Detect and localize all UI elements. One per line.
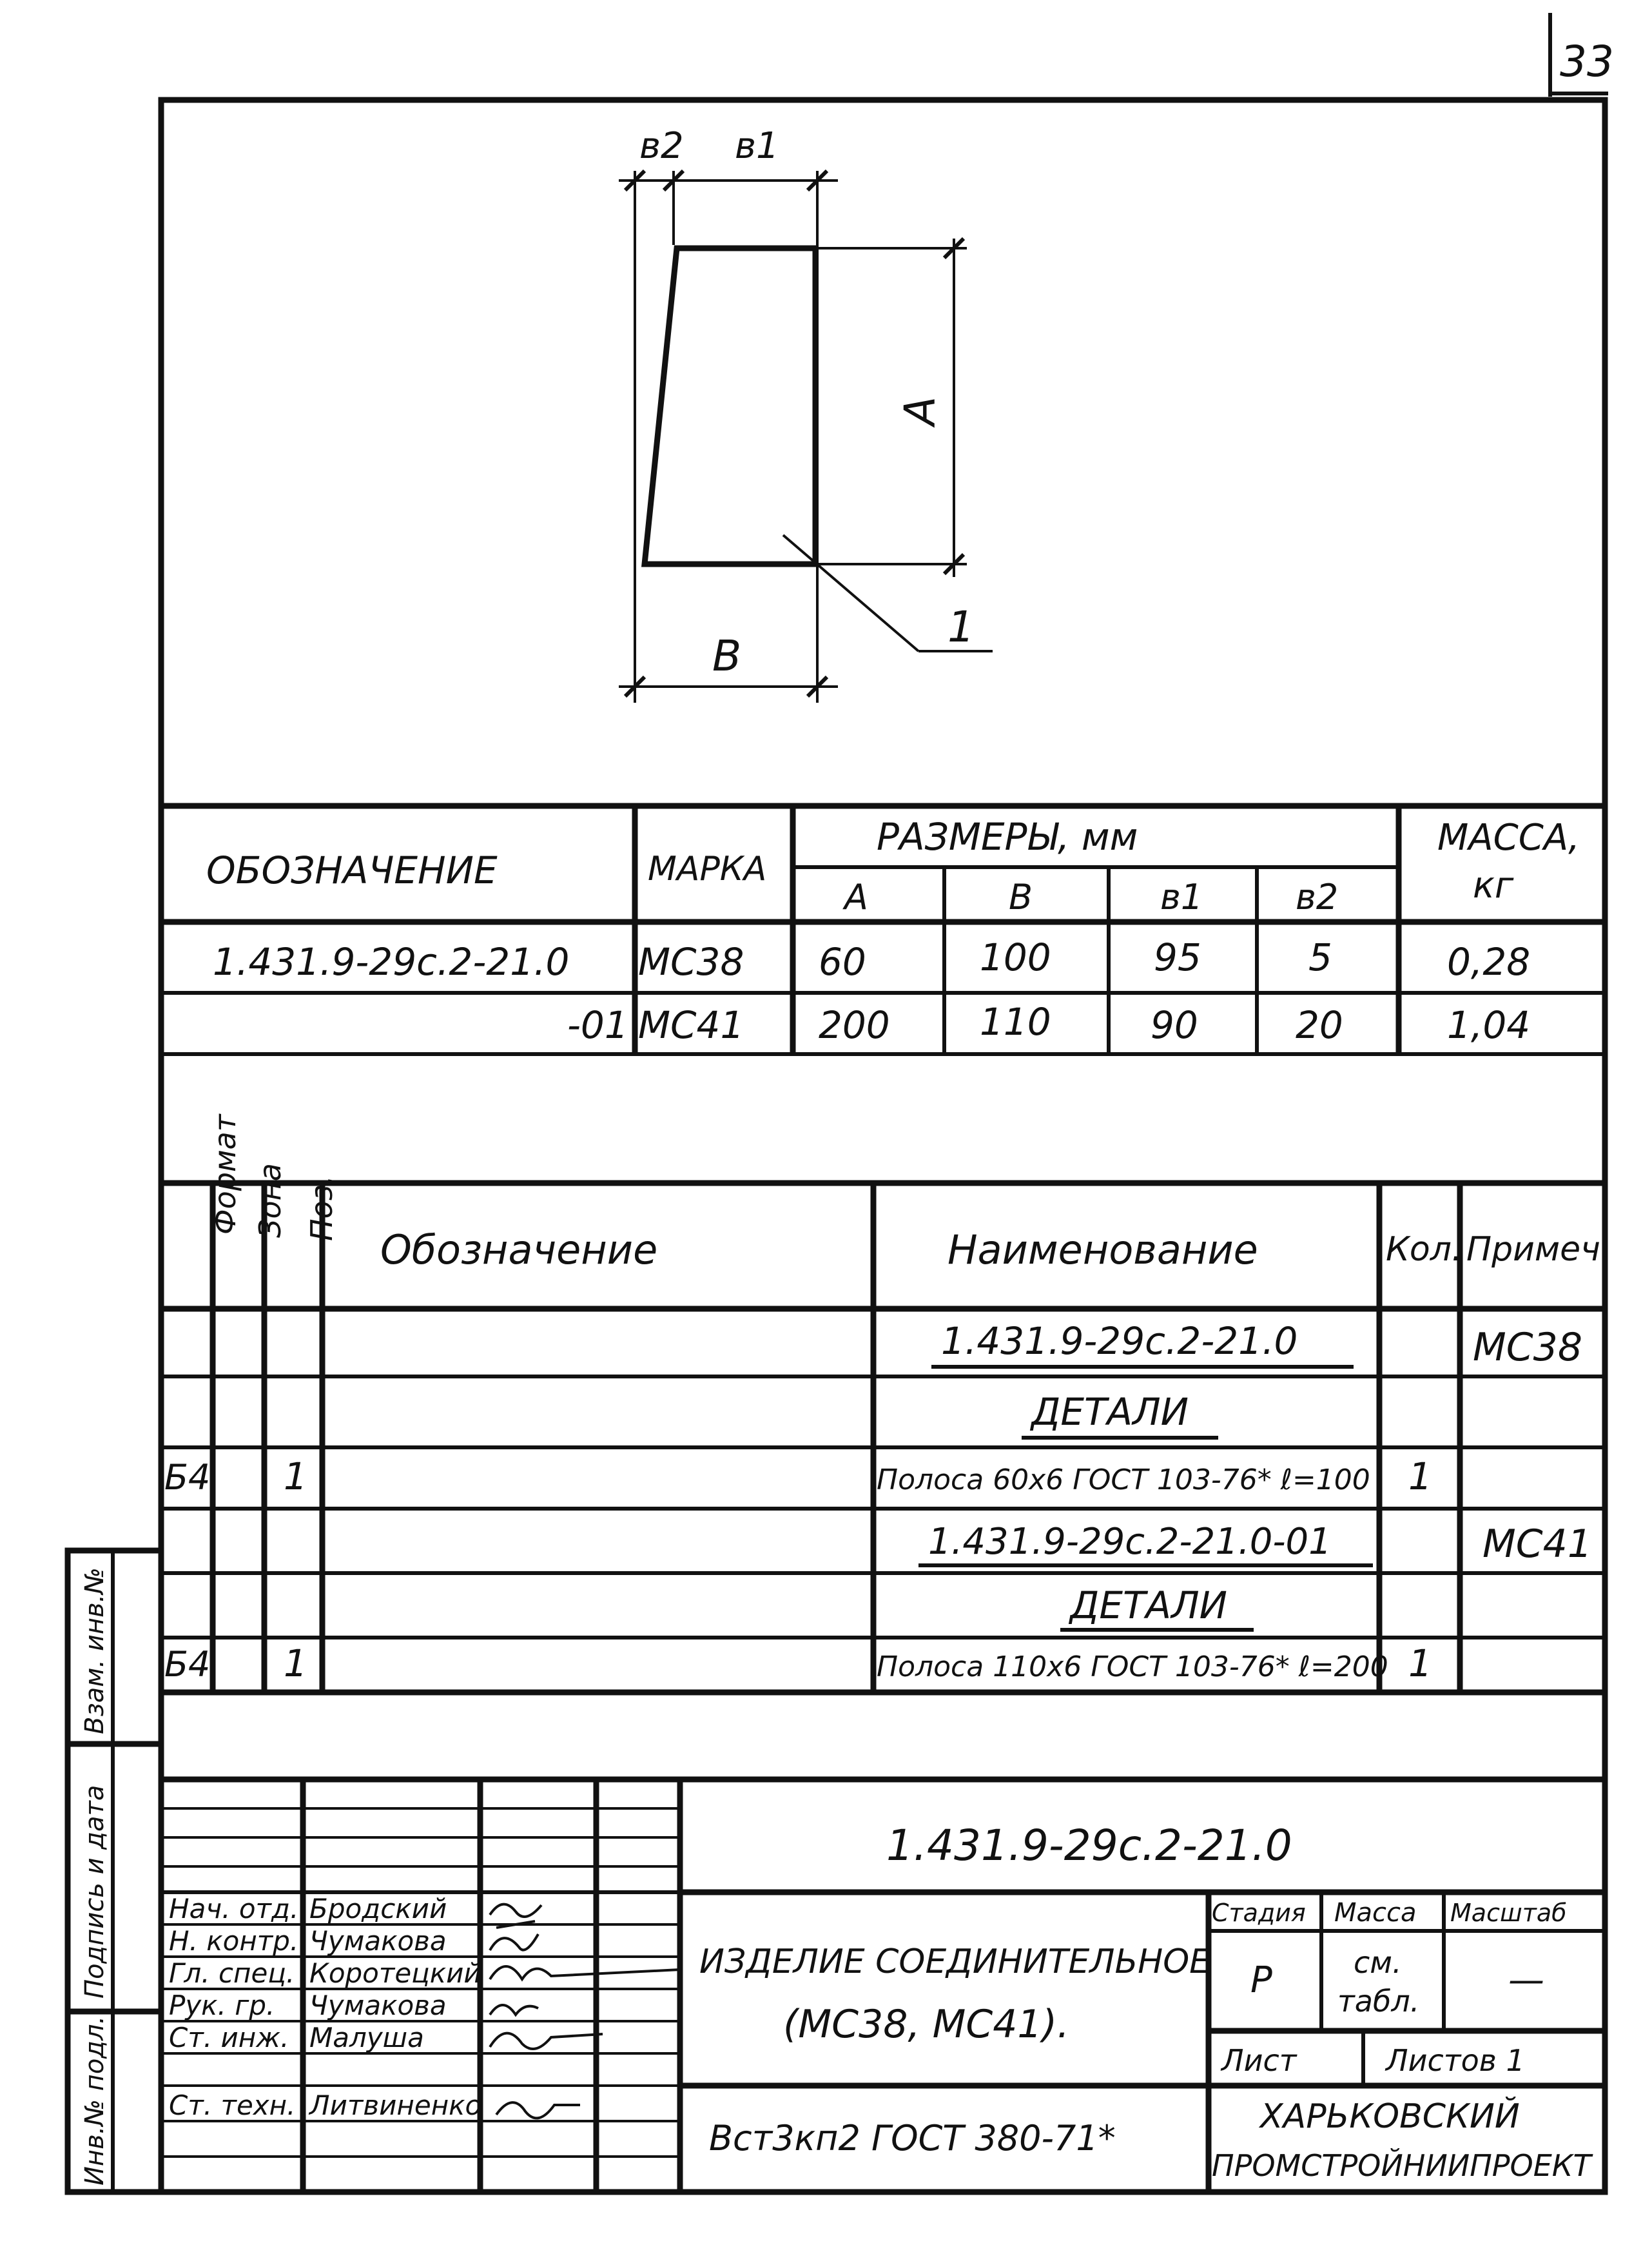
size-row1-mark: МС38: [638, 940, 744, 984]
mass-header: Масса: [1334, 1898, 1417, 1928]
product-line1: ИЗДЕЛИЕ СОЕДИНИТЕЛЬНОЕ: [699, 1943, 1210, 1981]
spec-header-name: Наименование: [947, 1226, 1258, 1273]
size-header-mass-unit: кг: [1473, 865, 1514, 906]
mass-value-line2: табл.: [1337, 1984, 1420, 2019]
sheet-header: Лист: [1221, 2043, 1297, 2078]
staff-role-7: Ст. техн.: [169, 2090, 296, 2121]
size-header-designation: ОБОЗНАЧЕНИЕ: [206, 848, 498, 892]
spec-row6-name: Полоса 110х6 ГОСТ 103-76* ℓ=200: [877, 1650, 1388, 1683]
scale-header: Масштаб: [1450, 1899, 1567, 1927]
size-row1-b2: 5: [1308, 935, 1332, 979]
size-row1-B: 100: [980, 935, 1051, 979]
size-row1-A: 60: [819, 940, 866, 984]
size-row2-designation: -01: [567, 1003, 628, 1047]
spec-header-note: Примеч.: [1466, 1230, 1611, 1269]
size-row2-mass: 1,04: [1447, 1003, 1531, 1047]
spec-row3-name: Полоса 60х6 ГОСТ 103-76* ℓ=100: [877, 1463, 1370, 1496]
spec-row4-note: МС41: [1482, 1522, 1593, 1567]
spec-row1-note: МС38: [1473, 1325, 1583, 1370]
stage-header: Стадия: [1212, 1899, 1306, 1927]
staff-name-3: Коротецкий: [309, 1957, 481, 1989]
side-label-vzam: Взам. инв.№: [80, 1567, 110, 1734]
size-row2-A: 200: [819, 1003, 890, 1047]
staff-role-1: Нач. отд.: [169, 1893, 299, 1924]
scale-value: —: [1508, 1959, 1544, 2001]
plate-outline: [645, 248, 815, 564]
spec-row5-name: ДЕТАЛИ: [1070, 1583, 1228, 1627]
size-row2-mark: МС41: [638, 1003, 744, 1047]
org-line2: ПРОМСТРОЙНИИПРОЕКТ: [1212, 2148, 1591, 2183]
spec-row3-format: Б4: [164, 1457, 211, 1498]
spec-table: [161, 1113, 1611, 1692]
size-row2-b1: 90: [1151, 1003, 1198, 1047]
spec-row3-pos: 1: [284, 1454, 307, 1498]
spec-header-designation: Обозначение: [380, 1226, 658, 1273]
spec-header-format: Формат: [208, 1114, 242, 1235]
spec-header-qty: Кол.: [1386, 1230, 1463, 1269]
label-b1: в1: [735, 125, 779, 167]
detail-drawing: [619, 125, 993, 703]
spec-header-zone: Зона: [253, 1163, 287, 1238]
size-header-b2: в2: [1296, 877, 1339, 917]
spec-row1-name: 1.431.9-29с.2-21.0: [941, 1319, 1298, 1363]
staff-name-5: Малуша: [309, 2022, 424, 2053]
staff-role-5: Ст. инж.: [169, 2022, 289, 2053]
size-row2-B: 110: [980, 1000, 1051, 1044]
spec-row3-qty: 1: [1408, 1454, 1432, 1498]
staff-role-3: Гл. спец.: [169, 1957, 295, 1989]
size-row1-mass: 0,28: [1447, 940, 1531, 984]
size-header-mark: МАРКА: [648, 850, 767, 888]
label-B: В: [712, 631, 742, 681]
sheet-number-box: [1550, 13, 1614, 97]
size-row2-b2: 20: [1296, 1003, 1343, 1047]
label-b2: в2: [639, 125, 684, 167]
doc-code: 1.431.9-29с.2-21.0: [886, 1821, 1292, 1870]
size-header-b1: в1: [1160, 877, 1203, 917]
size-table: [161, 806, 1605, 1054]
label-A: А: [895, 396, 945, 426]
size-header-mass: МАССА,: [1437, 817, 1580, 859]
staff-name-2: Чумакова: [309, 1925, 447, 1957]
spec-row2-name: ДЕТАЛИ: [1031, 1390, 1189, 1434]
staff-role-4: Рук. гр.: [169, 1990, 275, 2021]
staff-role-2: Н. контр.: [169, 1925, 299, 1957]
mass-value-line1: см.: [1354, 1945, 1402, 1980]
product-line2: (МС38, МС41).: [783, 2002, 1070, 2047]
side-label-podpis: Подпись и дата: [80, 1785, 110, 1999]
size-row1-b1: 95: [1154, 935, 1201, 979]
spec-row4-name: 1.431.9-29с.2-21.0-01: [928, 1521, 1332, 1563]
size-header-sizes: РАЗМЕРЫ, мм: [877, 815, 1138, 859]
size-row1-designation: 1.431.9-29с.2-21.0: [213, 940, 570, 984]
side-stamp: [68, 1551, 161, 2192]
staff-name-1: Бродский: [309, 1893, 447, 1924]
spec-row6-format: Б4: [164, 1644, 211, 1685]
staff-name-4: Чумакова: [309, 1990, 447, 2021]
staff-name-7: Литвиненко: [309, 2090, 482, 2121]
main-frame: [161, 100, 1605, 2192]
side-label-inv: Инв.№ подл.: [80, 2015, 110, 2186]
spec-row6-qty: 1: [1408, 1641, 1432, 1685]
size-header-A: А: [844, 877, 868, 917]
org-line1: ХАРЬКОВСКИЙ: [1260, 2097, 1520, 2136]
sheet-number: 33: [1560, 37, 1614, 86]
spec-row6-pos: 1: [284, 1641, 307, 1685]
stage-value: Р: [1250, 1959, 1272, 2001]
material: Вст3кп2 ГОСТ 380-71*: [709, 2118, 1116, 2158]
sheets-header: Листов 1: [1386, 2043, 1525, 2078]
spec-header-pos: Поз.: [304, 1175, 339, 1241]
size-header-B: В: [1009, 877, 1033, 917]
title-block: [161, 1779, 1605, 2192]
label-pos-1: 1: [947, 602, 975, 652]
